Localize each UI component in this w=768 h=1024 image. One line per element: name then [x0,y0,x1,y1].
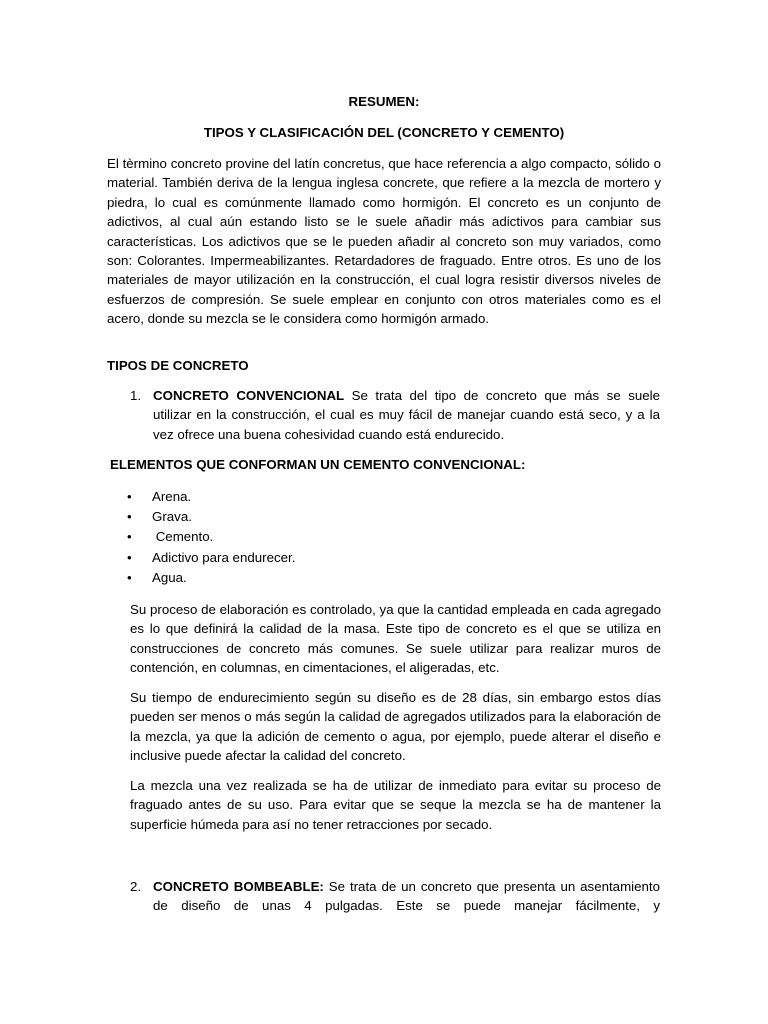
list-item: • Cemento. [127,527,295,547]
intro-paragraph: El tèrmino concreto provine del latín concretus, que hace referencia a algo compacto, sólido o material. También deriva de la lengua inglesa concrete, que refiere a la mezcla de mortero y piedra, lo cual es comúnmente llamado como hormigón. El concreto es un conjunto de adictivos, al cual aún estando listo se le suele añadir más adictivos para cambiar sus características. Los adictivos que se le pueden añadir al concreto son muy variados, como son: Colorantes. Impermeabilizantes. Retardadores de fraguado. Entre otros. Es uno de los materiales de mayor utilización en la construcción, el cual logra resistir diversos niveles de esfuerzos de compresión. Se suele emplear en conjunto con otros materiales como es el acero, donde su mezcla se le considera como hormigón armado. [107,156,661,327]
item-number: 1. [130,388,142,403]
section-heading-tipos: TIPOS DE CONCRETO [107,358,249,373]
item-body [153,877,660,916]
list-item: • Grava. [127,507,295,527]
list-item: • Arena. [127,487,295,507]
bullet-icon: • [127,549,132,565]
paragraph-tiempo: Su tiempo de endurecimiento según su diseño es de 28 días, sin embargo estos días pueden ser menos o más según la calidad de agregados utilizados para la elaboración de la mezcla, ya que la adición de cemento o agua, por ejemplo, puede alterar el diseño e inclusive puede afectar la calidad del concreto. [130,690,661,764]
bullet-icon: • [127,509,132,525]
list-item: • Adictivo para endurecer. [127,548,295,568]
item-body [153,386,660,444]
item-term: CONCRETO CONVENCIONAL [153,388,345,403]
list-item: • Agua. [127,568,295,588]
item-term: CONCRETO BOMBEABLE: [153,879,324,894]
document-title: RESUMEN: [348,94,420,109]
elements-heading: ELEMENTOS QUE CONFORMAN UN CEMENTO CONVENCIONAL: [110,457,526,472]
bullet-icon: • [127,569,132,585]
document-subtitle: TIPOS Y CLASIFICACIÓN DEL (CONCRETO Y CEMENTO) [203,125,565,140]
paragraph-mezcla: La mezcla una vez realizada se ha de utilizar de inmediato para evitar su proceso de fraguado antes de su uso. Para evitar que se seque la mezcla se ha de mantener la superficie húmeda para así no tener retracciones por secado. [130,778,661,832]
item-number: 2. [130,879,142,894]
item-text: Se trata del tipo de concreto que más se suele utilizar en la construcción, el cual es muy fácil de manejar cuando está seco, y a la vez ofrece una buena cohesividad cuando está endurecido. [153,388,660,442]
paragraph-proceso: Su proceso de elaboración es controlado, ya que la cantidad empleada en cada agregado es lo que definirá la calidad de la masa. Este tipo de concreto es el que se utiliza en construcciones de concreto más comunes. Se suele utilizar para realizar muros de contención, en columnas, en cimentaciones, el aligeradas, etc. [130,602,661,676]
bullet-icon: • [127,489,132,504]
elements-list [127,487,295,588]
bullet-icon: • [127,529,132,545]
item-text: Se trata de un concreto que presenta un asentamiento de diseño de unas 4 pulgadas. Este se puede manejar fácilmente, y [153,879,660,914]
